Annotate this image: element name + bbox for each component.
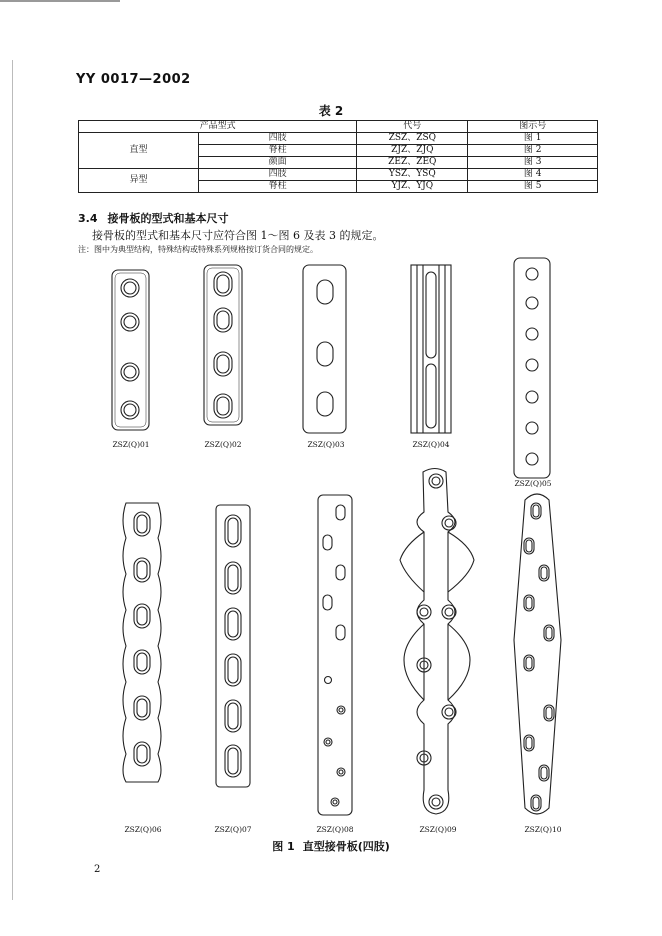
header-code: 代号 bbox=[357, 121, 468, 133]
header-figure-no: 图示号 bbox=[468, 121, 598, 133]
group-name: 异型 bbox=[79, 169, 199, 193]
figure-label: ZSZ(Q)01 bbox=[112, 440, 150, 449]
document-id: YY 0017—2002 bbox=[76, 72, 191, 87]
figure-label: ZSZ(Q)05 bbox=[514, 479, 552, 488]
section-paragraph: 接骨板的型式和基本尺寸应符合图 1～图 6 及表 3 的规定。 bbox=[92, 229, 384, 242]
plate-zszq01-drawing bbox=[112, 270, 149, 430]
page-number: 2 bbox=[94, 864, 101, 875]
figure-label: ZSZ(Q)02 bbox=[204, 440, 242, 449]
figure-ref: 图 1 bbox=[468, 133, 598, 145]
plate-zszq09-drawing bbox=[400, 469, 474, 815]
group-name: 直型 bbox=[79, 133, 199, 169]
figure-ref: 图 3 bbox=[468, 157, 598, 169]
figure-label: ZSZ(Q)07 bbox=[214, 825, 252, 834]
figure-ref: 图 5 bbox=[468, 181, 598, 193]
figure-ref: 图 4 bbox=[468, 169, 598, 181]
section-number: 3.4 bbox=[78, 212, 98, 225]
sub-type: 脊柱 bbox=[198, 181, 356, 193]
type-code: ZJZ、ZJQ bbox=[357, 145, 468, 157]
section-title: 接骨板的型式和基本尺寸 bbox=[107, 212, 229, 225]
header-product-type: 产品型式 bbox=[79, 121, 357, 133]
plate-zszq05-drawing bbox=[514, 258, 550, 478]
plate-zszq02-drawing bbox=[204, 265, 242, 425]
figure-label: ZSZ(Q)09 bbox=[419, 825, 457, 834]
plate-zszq03-drawing bbox=[303, 265, 346, 433]
figure-ref: 图 2 bbox=[468, 145, 598, 157]
plate-zszq07-drawing bbox=[216, 505, 250, 787]
plate-zszq04-drawing bbox=[411, 265, 451, 433]
sub-type: 颜面 bbox=[198, 157, 356, 169]
sub-type: 四肢 bbox=[198, 169, 356, 181]
type-code: ZEZ、ZEQ bbox=[357, 157, 468, 169]
figure-label: ZSZ(Q)04 bbox=[412, 440, 450, 449]
table-title: 表 2 bbox=[318, 104, 344, 118]
figure-label: ZSZ(Q)03 bbox=[307, 440, 345, 449]
plate-zszq06-drawing bbox=[123, 503, 161, 782]
figure-label: ZSZ(Q)08 bbox=[316, 825, 354, 834]
plate-zszq08-drawing bbox=[318, 495, 352, 815]
sub-type: 脊柱 bbox=[198, 145, 356, 157]
figure-title: 直型接骨板(四肢) bbox=[302, 840, 390, 853]
section-note: 注：图中为典型结构，特殊结构或特殊系列规格按订货合同的规定。 bbox=[78, 245, 318, 254]
type-code: YSZ、YSQ bbox=[357, 169, 468, 181]
figure-label: ZSZ(Q)06 bbox=[124, 825, 162, 834]
type-code: YJZ、YJQ bbox=[357, 181, 468, 193]
type-code: ZSZ、ZSQ bbox=[357, 133, 468, 145]
sub-type: 四肢 bbox=[198, 133, 356, 145]
figure-caption bbox=[0, 838, 662, 854]
plate-zszq10-drawing bbox=[514, 494, 561, 814]
figure-number: 图 1 bbox=[272, 840, 295, 853]
figure-label: ZSZ(Q)10 bbox=[524, 825, 562, 834]
